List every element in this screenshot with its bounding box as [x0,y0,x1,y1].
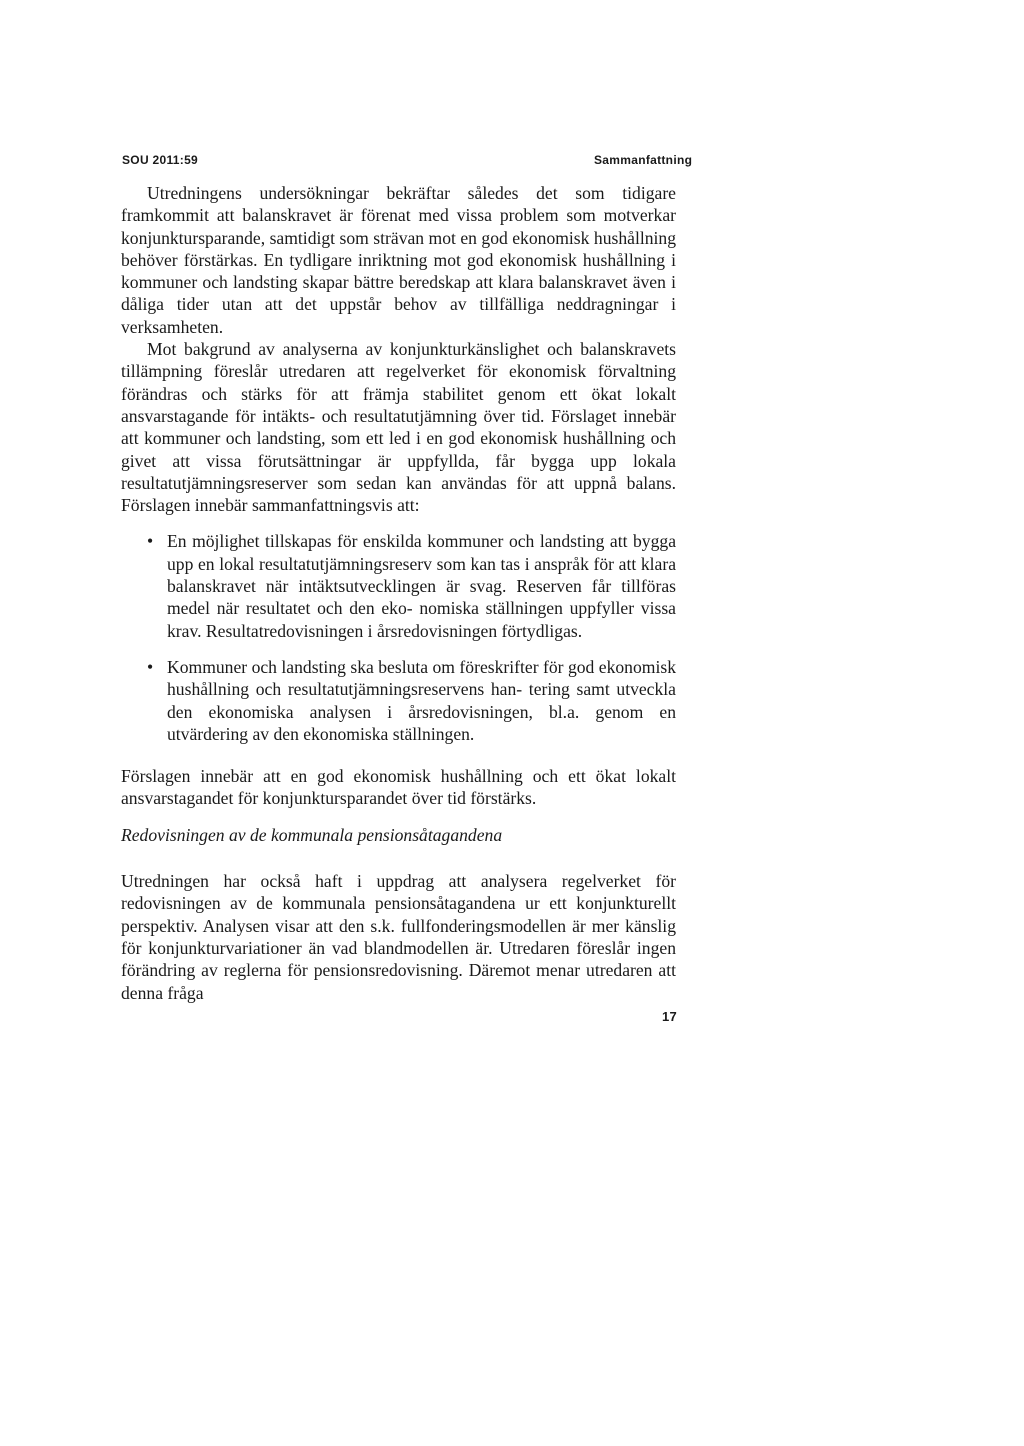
section-subheading: Redovisningen av de kommunala pensionsåtagandena [121,824,503,845]
paragraph-2: Mot bakgrund av analyserna av konjunkturkänslighet och balanskravets tillämpning föreslår utredaren att regelverket för ekonomisk förvaltning förändras och stärks för att främja stabilitet genom ett ökat lokalt ansvarstagande för intäkts- och resultatutjämning över tid. Förslaget innebär att kommuner och landsting, som ett led i en god ekonomisk hushållning och givet att vissa förutsättningar är uppfyllda, får bygga upp lokala resultatutjämningsreserver som sedan kan användas för att uppnå balans. Förslagen innebär sammanfattningsvis att: [121,339,676,516]
paragraph-3: Förslagen innebär att en god ekonomisk hushållning och ett ökat lokalt ansvarstagandet för konjunktursparandet över tid förstärks. [121,766,676,809]
bullet-item-2 [147,656,676,745]
page-number: 17 [661,1009,677,1024]
running-header-left: SOU 2011:59 [122,153,199,167]
bullet-item-1 [147,530,676,641]
running-header-right: Sammanfattning [594,153,693,167]
bullet-text-2: Kommuner och landsting ska besluta om föreskrifter för god ekonomisk hushållning och resultatutjämningsreservens han- tering samt utveckla den ekonomiska analysen i årsredovisningen, bl.a. genom en utvärdering av den ekonomiska ställningen. [167,656,676,744]
paragraph-4: Utredningen har också haft i uppdrag att analysera regelverket för redovisningen av de kommunala pensionsåtagandena ur ett konjunkturellt perspektiv. Analysen visar att den s.k. fullfonderingsmodellen är mer känslig för konjunkturvariationer än vad blandmodellen är. Utredaren föreslår ingen förändring av reglerna för pensionsredovisning. Däremot menar utredaren att denna fråga [121,871,676,1003]
page-body [121,182,676,1004]
bullet-list [121,530,676,745]
bullet-icon: • [147,656,154,677]
paragraph-1: Utredningens undersökningar bekräftar således det som tidigare framkommit att balanskravet är förenat med vissa problem som motverkar konjunktursparande, samtidigt som strävan mot en god ekonomisk hushållning behöver förstärkas. En tydligare inriktning mot god ekonomisk hushållning i kommuner och landsting skapar bättre beredskap att klara balanskravet även i dåliga tider utan att det uppstår behov av tillfälliga neddragningar i verksamheten. [121,183,676,337]
bullet-icon: • [147,531,154,552]
bullet-text-1: En möjlighet tillskapas för enskilda kommuner och landsting att bygga upp en lokal resultatutjämningsreserv som kan tas i anspråk för att klara balanskravet när intäktsutvecklingen är svag. Reserven får tillföras medel när resultatet och den eko- nomiska ställningen uppfyller vissa krav. Resultatredovisningen i årsredovisningen förtydligas. [167,531,676,641]
